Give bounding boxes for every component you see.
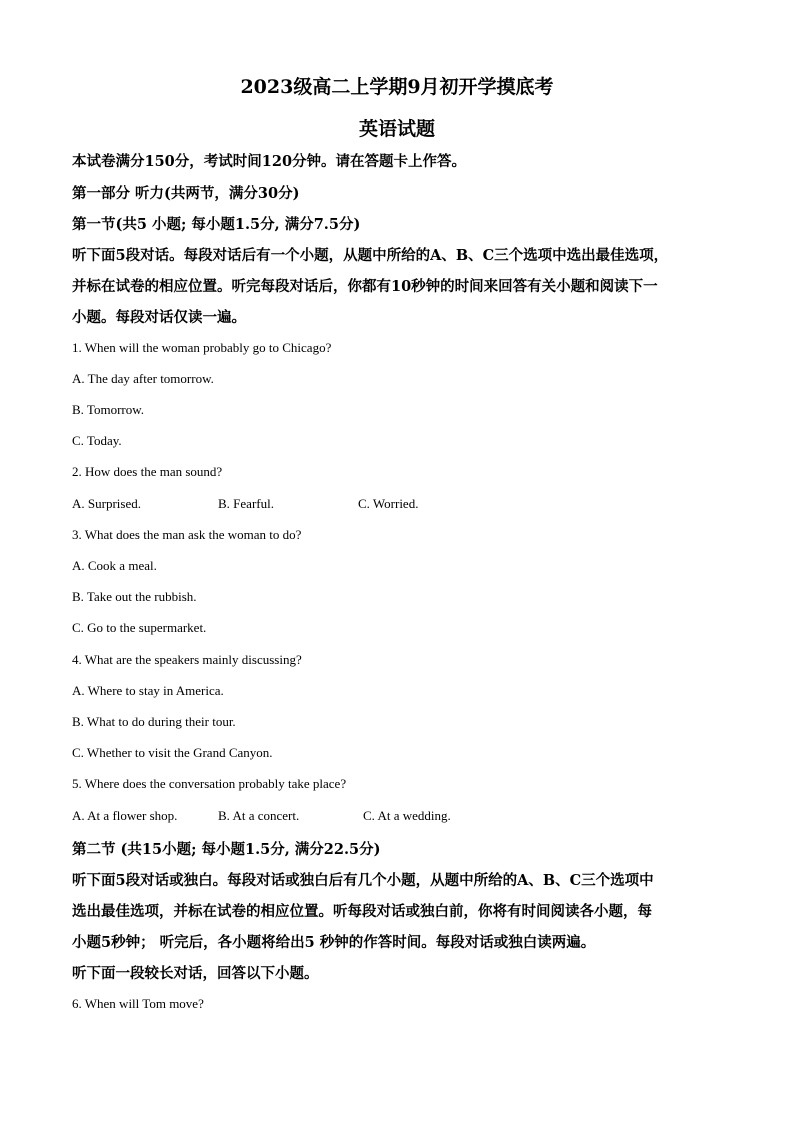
long-dialogue-prompt: 听下面一段较长对话，回答以下小题。: [72, 965, 319, 982]
question-3-option-a: A. Cook a meal.: [72, 558, 157, 573]
question-3: 3. What does the man ask the woman to do?: [72, 527, 302, 542]
question-1-option-b: B. Tomorrow.: [72, 402, 145, 417]
part-one-heading: 第一部分 听力(共两节，满分30分): [72, 185, 300, 202]
question-5-option-b: B. At a concert.: [218, 808, 300, 823]
section-two-instructions-line: 选出最佳选项，并标在试卷的相应位置。听每段对话或独白前，你将有时间阅读各小题，每: [72, 903, 652, 920]
question-3-option-b: B. Take out the rubbish.: [72, 589, 197, 604]
exam-info: 本试卷满分150分，考试时间120分钟。请在答题卡上作答。: [72, 153, 467, 170]
section-two-heading: 第二节 (共15小题; 每小题1.5分, 满分22.5分): [72, 841, 381, 858]
section-two-instructions-line: 听下面5段对话或独白。每段对话或独白后有几个小题，从题中所给的A、B、C三个选项中: [72, 872, 654, 889]
section-one-instructions-line: 听下面5段对话。每段对话后有一个小题，从题中所给的A、B、C三个选项中选出最佳选项，: [72, 247, 669, 264]
question-1-option-a: A. The day after tomorrow.: [72, 371, 214, 386]
section-one-instructions-line: 并标在试卷的相应位置。听完每段对话后，你都有10秒钟的时间来回答有关小题和阅读下一: [72, 278, 658, 295]
section-two-instructions-line: 小题5秒钟； 听完后，各小题将给出5 秒钟的作答时间。每段对话或独白读两遍。: [72, 934, 596, 951]
exam-subject: 英语试题: [358, 118, 435, 140]
question-4: 4. What are the speakers mainly discussing?: [72, 652, 302, 667]
question-3-option-c: C. Go to the supermarket.: [72, 620, 207, 635]
exam-title: 2023级高二上学期9月初开学摸底考: [240, 76, 554, 98]
section-one-heading: 第一节(共5 小题; 每小题1.5分, 满分7.5分): [72, 216, 361, 233]
question-4-option-a: A. Where to stay in America.: [72, 683, 224, 698]
question-1: 1. When will the woman probably go to Chicago?: [72, 340, 332, 355]
question-4-option-b: B. What to do during their tour.: [72, 714, 236, 729]
question-2-option-a: A. Surprised.: [72, 496, 141, 511]
question-2-option-c: C. Worried.: [358, 496, 419, 511]
question-5-option-a: A. At a flower shop.: [72, 808, 178, 823]
question-4-option-c: C. Whether to visit the Grand Canyon.: [72, 745, 273, 760]
question-2: 2. How does the man sound?: [72, 464, 223, 479]
section-one-instructions-line: 小题。每段对话仅读一遍。: [72, 309, 246, 326]
question-1-option-c: C. Today.: [72, 433, 122, 448]
question-5: 5. Where does the conversation probably take place?: [72, 776, 347, 791]
question-6: 6. When will Tom move?: [72, 996, 204, 1011]
question-2-option-b: B. Fearful.: [218, 496, 274, 511]
question-5-option-c: C. At a wedding.: [363, 808, 451, 823]
